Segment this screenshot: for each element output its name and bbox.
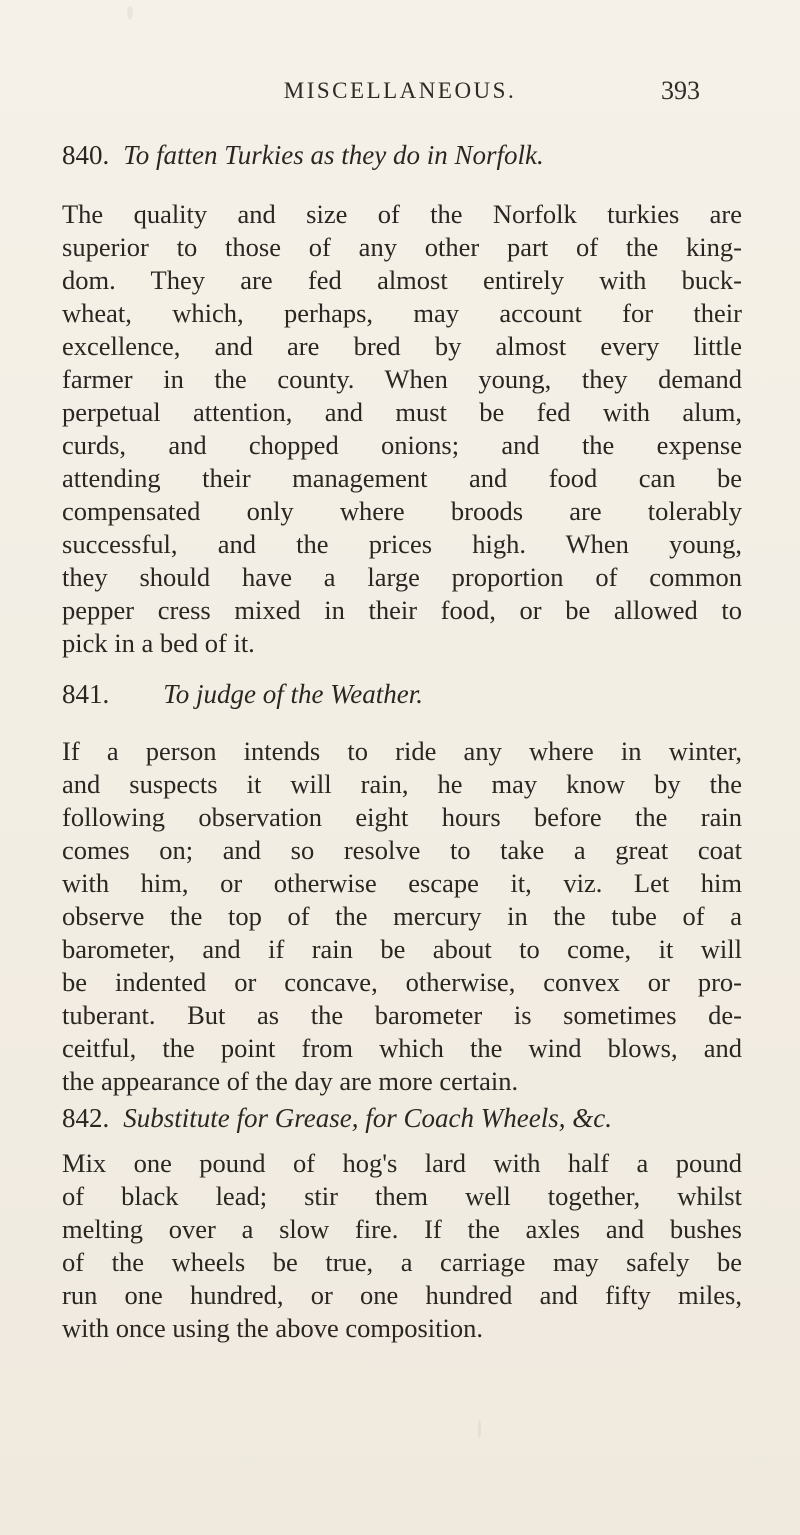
- text-line: with once using the above composition.: [62, 1313, 483, 1343]
- text-line: comes on; and so resolve to take a great coat: [62, 835, 742, 865]
- page-number: 393: [661, 76, 700, 105]
- section-title: Substitute for Grease, for Coach Wheels, &c.: [123, 1103, 612, 1133]
- section-heading-842: [62, 1103, 612, 1134]
- section-body-841: [62, 735, 742, 1098]
- section-number: 840.: [62, 140, 110, 170]
- running-head: [0, 78, 800, 108]
- text-line: pepper cress mixed in their food, or be allowed to: [62, 595, 742, 625]
- text-line: dom. They are fed almost entirely with buck-: [62, 265, 742, 295]
- text-line: the appearance of the day are more certain.: [62, 1066, 519, 1096]
- text-line: they should have a large proportion of common: [62, 562, 742, 592]
- text-line: of black lead; stir them well together, whilst: [62, 1181, 742, 1211]
- text-line: excellence, and are bred by almost every little: [62, 331, 742, 361]
- text-line: successful, and the prices high. When young,: [62, 529, 742, 559]
- text-line: compensated only where broods are tolerably: [62, 496, 742, 526]
- text-line: wheat, which, perhaps, may account for their: [62, 298, 742, 328]
- section-number: 842.: [62, 1103, 110, 1133]
- text-line: with him, or otherwise escape it, viz. Let him: [62, 868, 742, 898]
- text-line: of the wheels be true, a carriage may safely be: [62, 1247, 742, 1277]
- text-line: melting over a slow fire. If the axles and bushes: [62, 1214, 742, 1244]
- text-line: observe the top of the mercury in the tube of a: [62, 901, 742, 931]
- text-line: and suspects it will rain, he may know by the: [62, 769, 742, 799]
- text-line: pick in a bed of it.: [62, 628, 255, 658]
- section-number: 841.: [62, 679, 110, 709]
- text-line: curds, and chopped onions; and the expense: [62, 430, 742, 460]
- text-line: attending their management and food can be: [62, 463, 742, 493]
- text-line: tuberant. But as the barometer is sometimes de-: [62, 1000, 742, 1030]
- paper-mark: [478, 1420, 481, 1438]
- section-body-842: [62, 1147, 742, 1345]
- text-line: run one hundred, or one hundred and fifty miles,: [62, 1280, 742, 1310]
- running-title: MISCELLANEOUS.: [283, 78, 517, 103]
- text-line: barometer, and if rain be about to come, it will: [62, 934, 742, 964]
- text-line: following observation eight hours before the rain: [62, 802, 742, 832]
- paper-mark: [127, 6, 133, 20]
- section-heading-840: [62, 140, 544, 171]
- text-line: superior to those of any other part of the king-: [62, 232, 742, 262]
- section-body-840: [62, 198, 742, 660]
- text-line: If a person intends to ride any where in winter,: [62, 736, 742, 766]
- section-title: To fatten Turkies as they do in Norfolk.: [123, 140, 544, 170]
- text-line: perpetual attention, and must be fed with alum,: [62, 397, 742, 427]
- text-line: ceitful, the point from which the wind blows, and: [62, 1033, 742, 1063]
- section-title: To judge of the Weather.: [163, 679, 424, 709]
- text-line: farmer in the county. When young, they demand: [62, 364, 742, 394]
- section-heading-841: [62, 679, 423, 710]
- text-line: be indented or concave, otherwise, convex or pro-: [62, 967, 742, 997]
- text-line: The quality and size of the Norfolk turkies are: [62, 199, 742, 229]
- text-line: Mix one pound of hog's lard with half a pound: [62, 1148, 742, 1178]
